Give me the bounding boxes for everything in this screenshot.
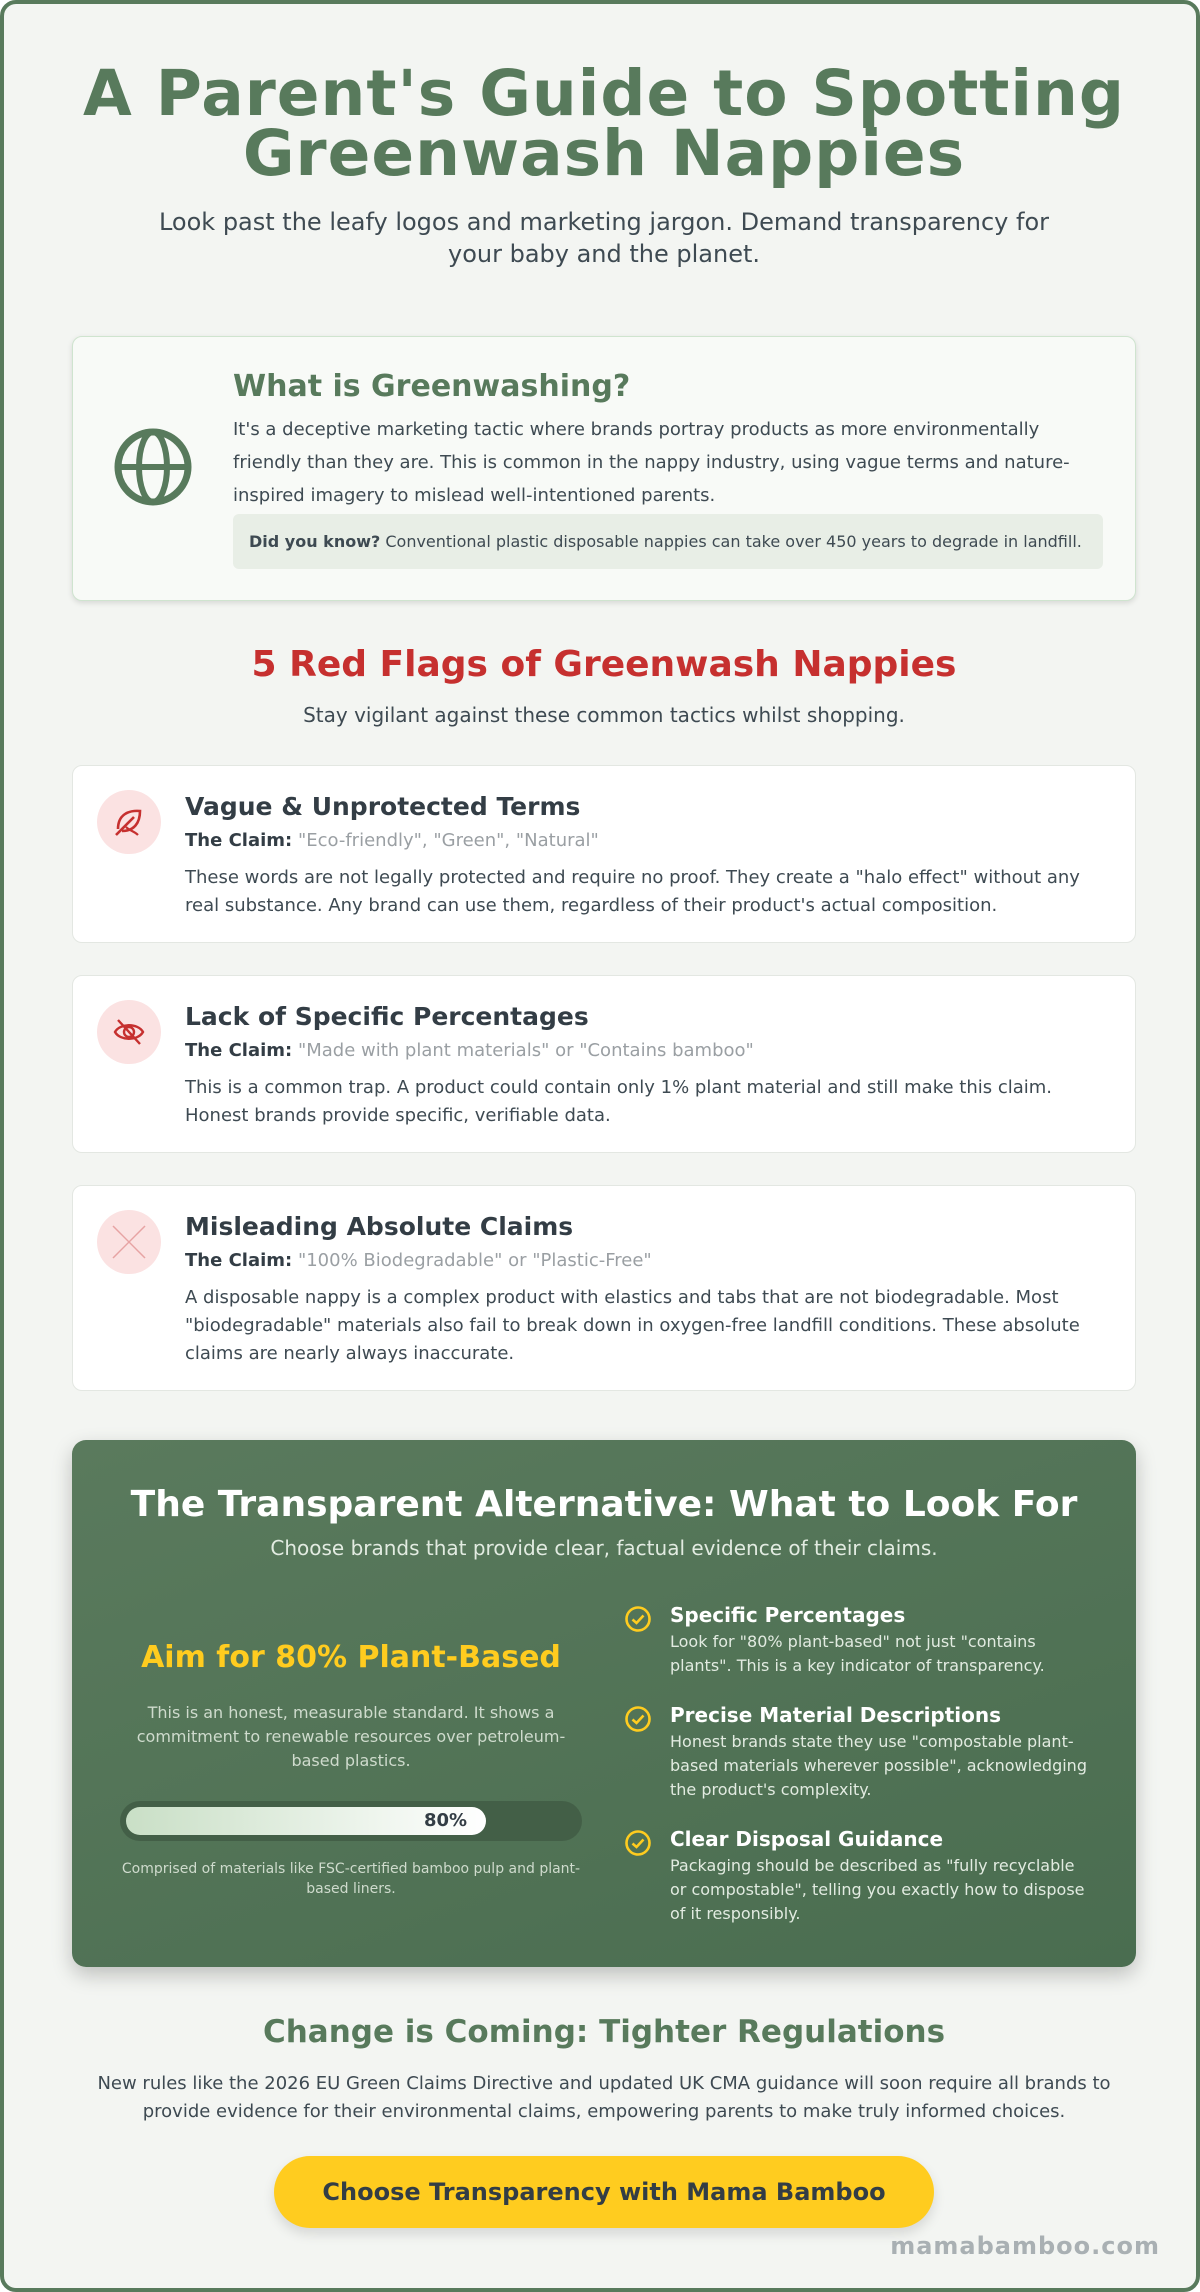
look-for-title: Precise Material Descriptions: [670, 1703, 1002, 1727]
look-for-text: Honest brands state they use "compostable plant-based materials wherever possible", acknowledging the product's complexity.: [670, 1732, 1087, 1799]
claim-text: "100% Biodegradable" or "Plastic-Free": [297, 1250, 652, 1271]
red-flag-title: Lack of Specific Percentages: [185, 1002, 589, 1031]
look-for-title: Specific Percentages: [670, 1603, 906, 1627]
check-circle-icon: [624, 1705, 652, 1733]
check-circle-icon: [624, 1605, 652, 1633]
alternative-title: The Transparent Alternative: What to Look For: [130, 1484, 1078, 1525]
alternative-subtitle: Choose brands that provide clear, factual evidence of their claims.: [270, 1536, 938, 1560]
red-flag-card: [72, 975, 1136, 1153]
globe-icon: [113, 427, 193, 507]
red-flag-description: This is a common trap. A product could contain only 1% plant material and still make this claim. Honest brands provide specific, verifiable data.: [185, 1077, 1053, 1126]
red-flag-card: [72, 1185, 1136, 1391]
plant-based-progress-bar: [120, 1801, 582, 1841]
page-title: A Parent's Guide to Spotting Greenwash Nappies: [83, 57, 1125, 190]
progress-label: 80%: [424, 1810, 468, 1831]
look-for-list: [624, 1603, 1094, 1951]
did-you-know-box: [233, 514, 1103, 569]
look-for-title: Clear Disposal Guidance: [670, 1827, 944, 1851]
claim-label: The Claim:: [185, 830, 293, 851]
wilted-leaf-icon: [97, 790, 161, 854]
plant-based-target: [120, 1640, 582, 1899]
tip-label: Did you know?: [249, 532, 381, 551]
claim-label: The Claim:: [185, 1250, 293, 1271]
red-flag-claim: [185, 1040, 754, 1061]
eye-slash-icon: [97, 1000, 161, 1064]
transparent-alternative-panel: [72, 1440, 1136, 1967]
regulations-title: Change is Coming: Tighter Regulations: [262, 2014, 946, 2050]
red-flags-title: 5 Red Flags of Greenwash Nappies: [251, 644, 957, 685]
look-for-text: Packaging should be described as "fully recyclable or compostable", telling you exactly how to dispose of it responsibly.: [670, 1856, 1085, 1923]
claim-label: The Claim:: [185, 1040, 293, 1061]
red-flag-title: Misleading Absolute Claims: [185, 1212, 574, 1241]
red-flags-heading: [4, 644, 1200, 727]
red-flags-subtitle: Stay vigilant against these common tactics whilst shopping.: [303, 703, 905, 727]
red-flag-title: Vague & Unprotected Terms: [185, 792, 581, 821]
progress-note: Comprised of materials like FSC-certified bamboo pulp and plant-based liners.: [121, 1861, 581, 1897]
look-for-item: [624, 1603, 1094, 1678]
red-flag-description: These words are not legally protected and require no proof. They create a "halo effect" without any real substance. Any brand can use them, regardless of their product's actual composition.: [185, 867, 1080, 916]
claim-text: "Made with plant materials" or "Contains bamboo": [297, 1040, 754, 1061]
hero: [4, 57, 1200, 270]
cross-icon: [97, 1210, 161, 1274]
what-body: It's a deceptive marketing tactic where brands portray products as more environmentally friendly than they are. This is common in the nappy industry, using vague terms and nature-inspired imagery to mislead well-intentioned parents.: [233, 419, 1070, 506]
red-flag-card: [72, 765, 1136, 943]
aim-title: Aim for 80% Plant-Based: [141, 1640, 561, 1675]
red-flag-claim: [185, 830, 599, 851]
check-circle-icon: [624, 1829, 652, 1857]
red-flag-claim: [185, 1250, 652, 1271]
claim-text: "Eco-friendly", "Green", "Natural": [297, 830, 599, 851]
what-title: What is Greenwashing?: [233, 369, 631, 404]
look-for-item: [624, 1827, 1094, 1926]
regulations-body: New rules like the 2026 EU Green Claims Directive and updated UK CMA guidance will soon require all brands to provide evidence for their environmental claims, empowering parents to make truly informed choices.: [97, 2073, 1111, 2122]
aim-body: This is an honest, measurable standard. It shows a commitment to renewable resources over petroleum-based plastics.: [136, 1703, 566, 1770]
choose-transparency-button[interactable]: Choose Transparency with Mama Bamboo: [274, 2156, 934, 2228]
regulations-section: [4, 2014, 1200, 2126]
look-for-text: Look for "80% plant-based" not just "contains plants". This is a key indicator of transparency.: [670, 1632, 1045, 1675]
tip-text: Conventional plastic disposable nappies can take over 450 years to degrade in landfill.: [380, 532, 1082, 551]
page-subtitle: Look past the leafy logos and marketing jargon. Demand transparency for your baby and the planet.: [158, 208, 1050, 268]
red-flag-description: A disposable nappy is a complex product with elastics and tabs that are not biodegradable. Most "biodegradable" materials also fail to break down in oxygen-free landfill conditions. These absolute claims are nearly always inaccurate.: [185, 1287, 1080, 1364]
brand-url: mamabamboo.com: [890, 2232, 1160, 2260]
look-for-item: [624, 1703, 1094, 1802]
what-is-greenwashing-card: [72, 336, 1136, 601]
